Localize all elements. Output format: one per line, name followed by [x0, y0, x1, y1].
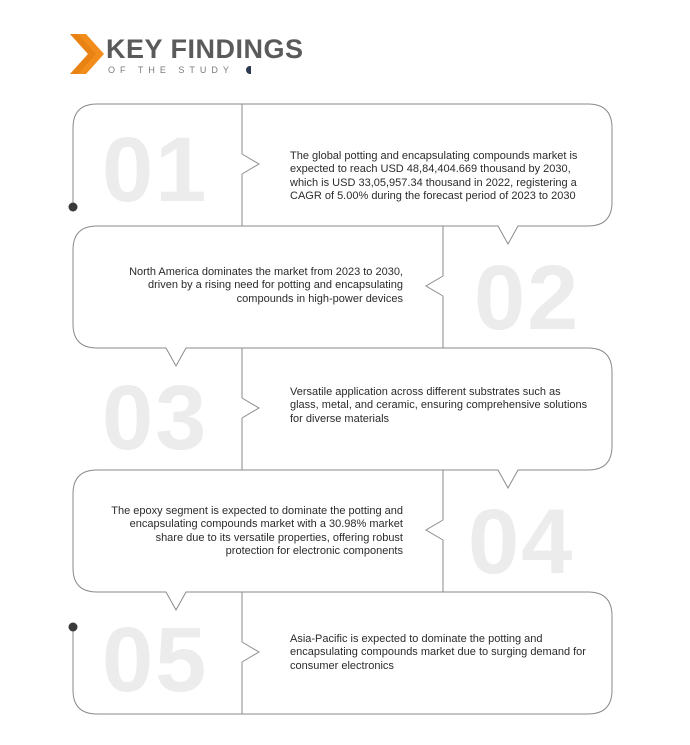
finding-text: North America dominates the market from 2023 to 2030, driven by a rising need for potting and encapsulating compounds in high-power devices — [129, 266, 403, 305]
page-subtitle: OF THE STUDY — [108, 65, 234, 75]
finding-number: 01 — [102, 119, 209, 221]
page-title: KEY FINDINGS — [106, 34, 304, 64]
finding-number: 05 — [102, 609, 209, 711]
finding-text: The epoxy segment is expected to dominate the potting and encapsulating compounds market with a 30.98% market share due to its versatile properties, offering robust protection for electronic components — [111, 505, 403, 558]
timeline-start-dot — [69, 203, 78, 212]
finding-text: The global potting and encapsulating compounds market is expected to reach USD 48,84,404.669 thousand by 2030, which is USD 33,05,957.34 thousand in 2022, registering a CAGR of 5.00% during the forecast period of 2023 to 2030 — [290, 150, 578, 203]
timeline-end-dot — [69, 623, 78, 632]
finding-number: 03 — [102, 367, 209, 469]
finding-number: 04 — [468, 491, 575, 593]
finding-text: Versatile application across different substrates such as glass, metal, and ceramic, ensuring comprehensive solutions for diverse materials — [290, 386, 588, 425]
finding-text: Asia-Pacific is expected to dominate the potting and encapsulating compounds market due to surging demand for consumer electronics — [290, 633, 586, 672]
finding-number: 02 — [474, 247, 581, 349]
